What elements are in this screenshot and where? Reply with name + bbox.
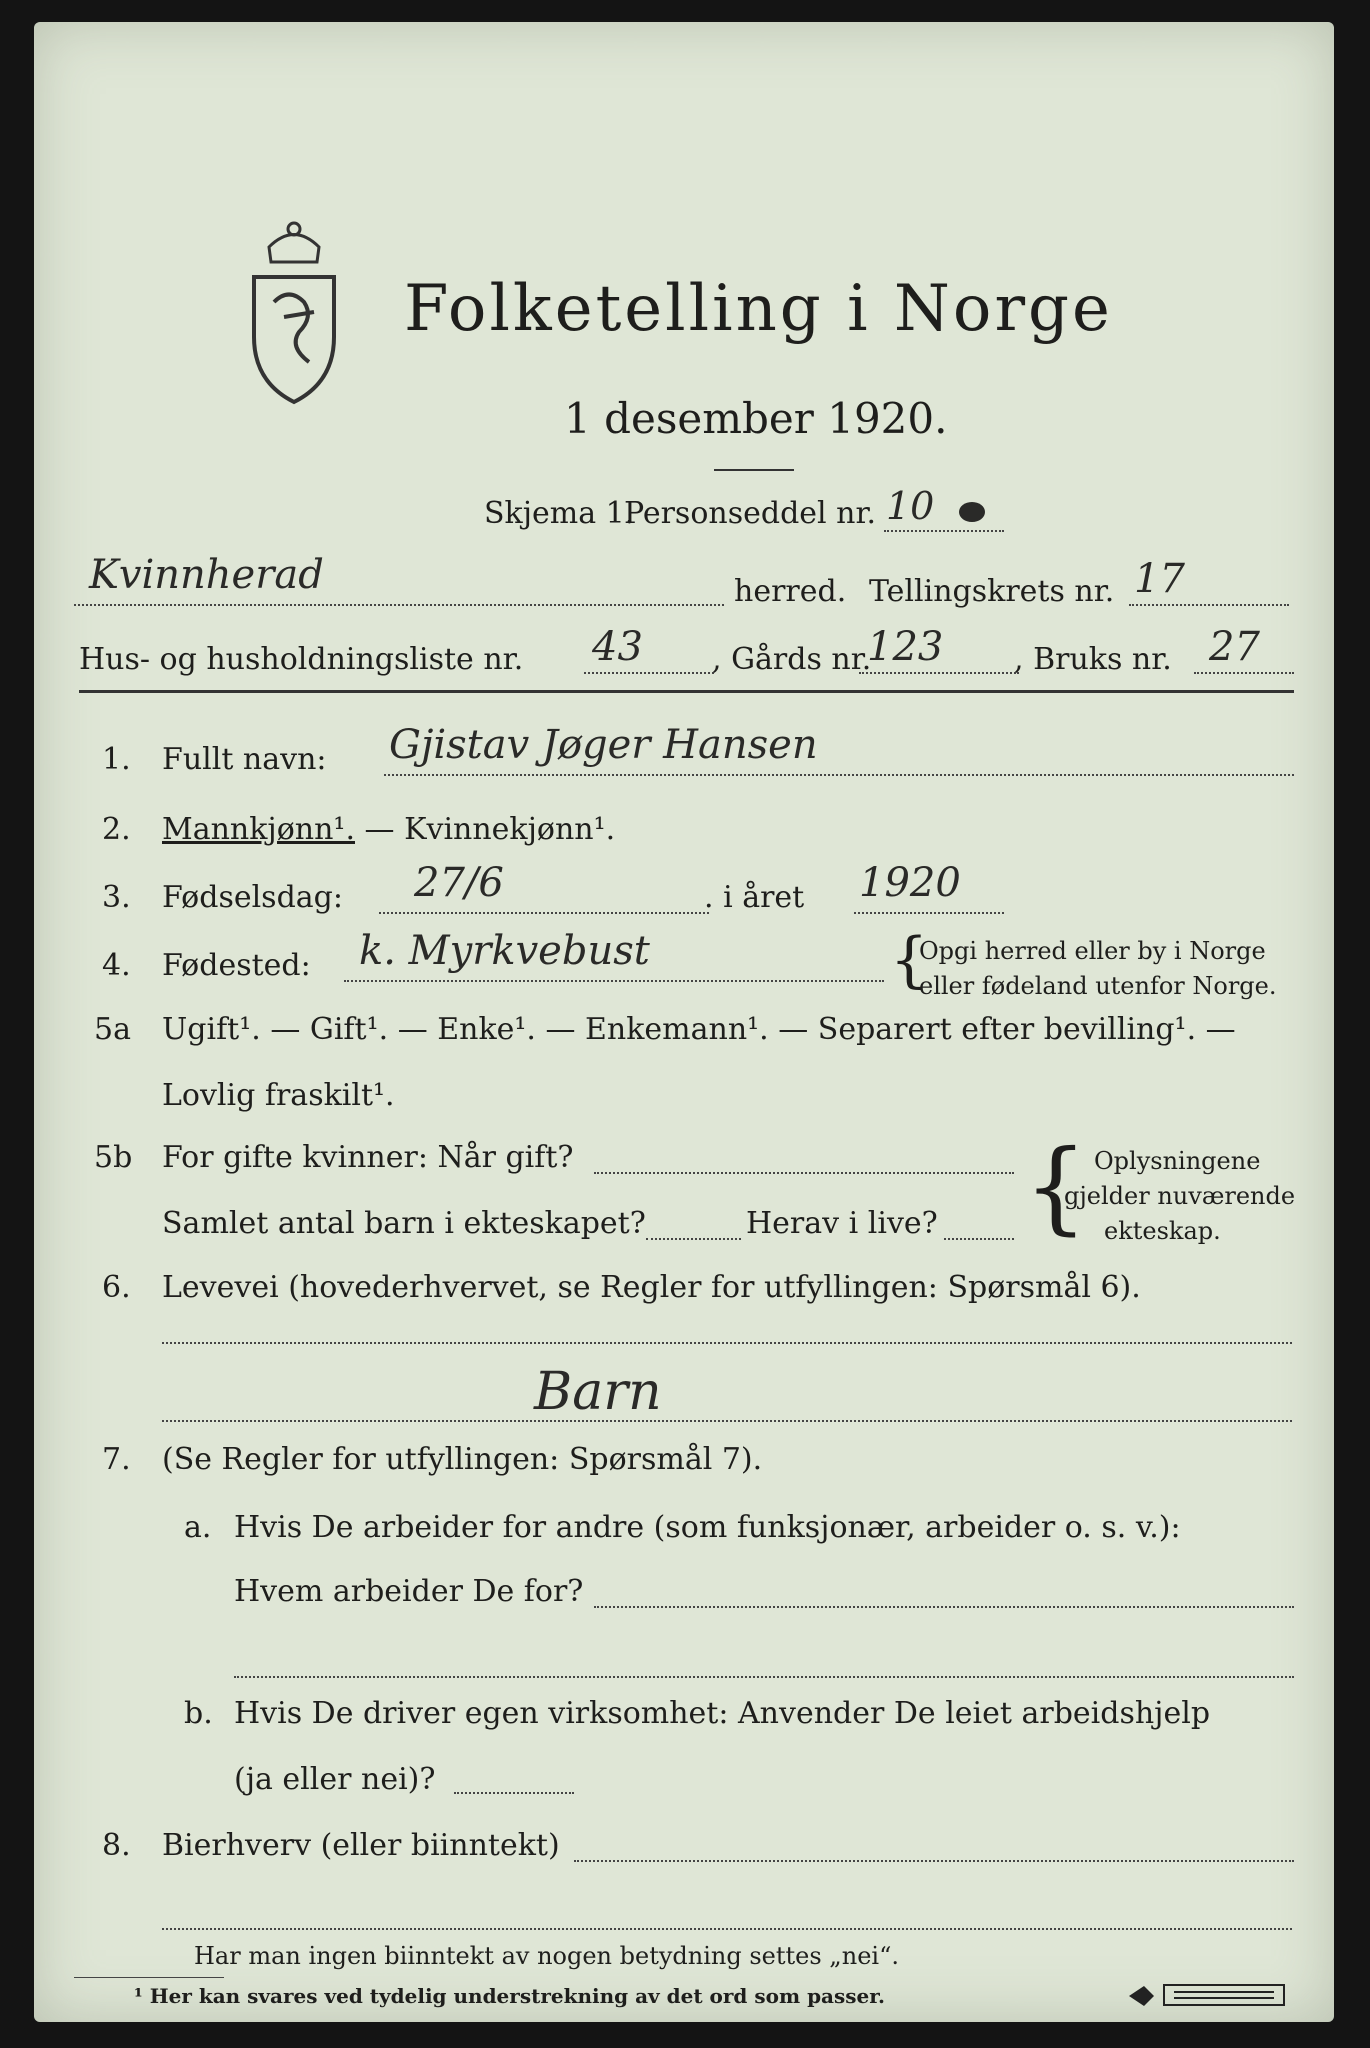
q4-number: 4. <box>102 948 131 983</box>
q5b-note-3: ekteskap. <box>1104 1217 1221 1245</box>
q8-line-1 <box>574 1860 1294 1862</box>
census-form-sheet <box>34 22 1334 2022</box>
q3-value: 27/6 <box>414 860 504 906</box>
q7b-number: b. <box>184 1696 213 1731</box>
q3-year-label: . i året <box>704 880 805 915</box>
q5b-line-2 <box>646 1238 741 1240</box>
skjema-label: Skjema 1. <box>484 496 635 531</box>
tellingskrets-line <box>1129 604 1289 606</box>
q3-year-value: 1920 <box>859 860 961 906</box>
tellingskrets-value: 17 <box>1134 556 1185 602</box>
q5b-label-3: Herav i live? <box>746 1206 938 1241</box>
personseddel-line <box>884 530 1004 532</box>
q5a-number: 5a <box>94 1012 131 1047</box>
q7a-line-1 <box>594 1606 1294 1608</box>
personseddel-value: 10 <box>886 484 935 528</box>
footnote-rule <box>74 1977 224 1978</box>
q1-line <box>384 774 1294 776</box>
tellingskrets-label: Tellingskrets nr. <box>869 574 1115 609</box>
q4-brace: { <box>890 925 929 995</box>
q3-label: Fødselsdag: <box>162 880 343 915</box>
title-divider <box>714 469 794 471</box>
form-title: Folketelling i Norge <box>404 272 1113 346</box>
q7-label: (Se Regler for utfyllingen: Spørsmål 7). <box>162 1442 763 1477</box>
q6-line-2 <box>162 1420 1292 1422</box>
q2-sep: — <box>355 812 405 847</box>
bruks-label: , Bruks nr. <box>1014 642 1172 677</box>
q2-number: 2. <box>102 812 131 847</box>
q5a-options: Ugift¹. — Gift¹. — Enke¹. — Enkemann¹. — Separert efter bevilling¹. — <box>162 1012 1236 1047</box>
q8-line-2 <box>162 1928 1292 1930</box>
q2-options <box>162 812 615 847</box>
bruks-value: 27 <box>1209 624 1260 670</box>
gards-line <box>859 672 1019 674</box>
hus-label: Hus- og husholdningsliste nr. <box>79 642 524 677</box>
q5b-line-3 <box>944 1238 1014 1240</box>
q6-label: Levevei (hovederhvervet, se Regler for utfyllingen: Spørsmål 6). <box>162 1270 1141 1305</box>
bruks-line <box>1194 672 1294 674</box>
form-date: 1 desember 1920. <box>564 394 948 443</box>
q5b-brace: { <box>1024 1128 1088 1245</box>
note-nei: Har man ingen biinntekt av nogen betydning settes „nei“. <box>194 1942 899 1970</box>
q8-number: 8. <box>102 1828 131 1863</box>
q1-number: 1. <box>102 742 131 777</box>
q1-label: Fullt navn: <box>162 742 327 777</box>
q4-value: k. Myrkvebust <box>359 928 650 974</box>
q7a-line-2 <box>234 1676 1294 1678</box>
footnote: ¹ Her kan svares ved tydelig understrekning av det ord som passer. <box>134 1984 885 2008</box>
q6-value: Barn <box>534 1362 662 1422</box>
ink-blot <box>959 502 985 522</box>
q5b-note-2: gjelder nuværende <box>1064 1182 1296 1210</box>
hus-line <box>584 672 714 674</box>
q2-male: Mannkjønn¹. <box>162 812 355 847</box>
q4-label: Fødested: <box>162 948 311 983</box>
q7-number: 7. <box>102 1442 131 1477</box>
gards-value: 123 <box>867 624 944 670</box>
q8-label: Bierhverv (eller biinntekt) <box>162 1828 560 1863</box>
q4-note-1: Opgi herred eller by i Norge <box>919 937 1266 965</box>
norwegian-coat-of-arms-icon <box>239 207 349 407</box>
q3-year-line <box>854 912 1004 914</box>
q5a-options-2: Lovlig fraskilt¹. <box>162 1078 395 1113</box>
hus-value: 43 <box>592 624 643 670</box>
q4-note-2: eller fødeland utenfor Norge. <box>919 972 1277 1000</box>
q5b-number: 5b <box>94 1140 133 1175</box>
q5b-note-1: Oplysningene <box>1094 1147 1261 1175</box>
q3-line <box>379 912 709 914</box>
q3-number: 3. <box>102 880 131 915</box>
q7b-label-2: (ja eller nei)? <box>234 1762 436 1797</box>
gards-label: , Gårds nr. <box>712 642 872 677</box>
q5b-label-2: Samlet antal barn i ekteskapet? <box>162 1206 646 1241</box>
printer-stamp-icon <box>1124 1980 1294 2010</box>
q7a-label-2: Hvem arbeider De for? <box>234 1574 584 1609</box>
header-rule <box>79 690 1294 693</box>
personseddel-label: Personseddel nr. <box>624 496 877 531</box>
q5b-line-1 <box>594 1172 1014 1174</box>
herred-line <box>74 604 724 606</box>
q2-female: Kvinnekjønn¹. <box>404 812 616 847</box>
herred-label: herred. <box>734 574 847 609</box>
herred-value: Kvinnherad <box>89 552 324 598</box>
q6-number: 6. <box>102 1270 131 1305</box>
q1-value: Gjistav Jøger Hansen <box>389 722 818 768</box>
q7b-line <box>454 1792 574 1794</box>
q5b-label-1: For gifte kvinner: Når gift? <box>162 1140 574 1175</box>
q6-line-1 <box>162 1342 1292 1344</box>
q7b-label-1: Hvis De driver egen virksomhet: Anvender De leiet arbeidshjelp <box>234 1696 1211 1731</box>
q7a-number: a. <box>184 1510 212 1545</box>
q4-line <box>344 980 884 982</box>
q7a-label-1: Hvis De arbeider for andre (som funksjonær, arbeider o. s. v.): <box>234 1510 1181 1545</box>
